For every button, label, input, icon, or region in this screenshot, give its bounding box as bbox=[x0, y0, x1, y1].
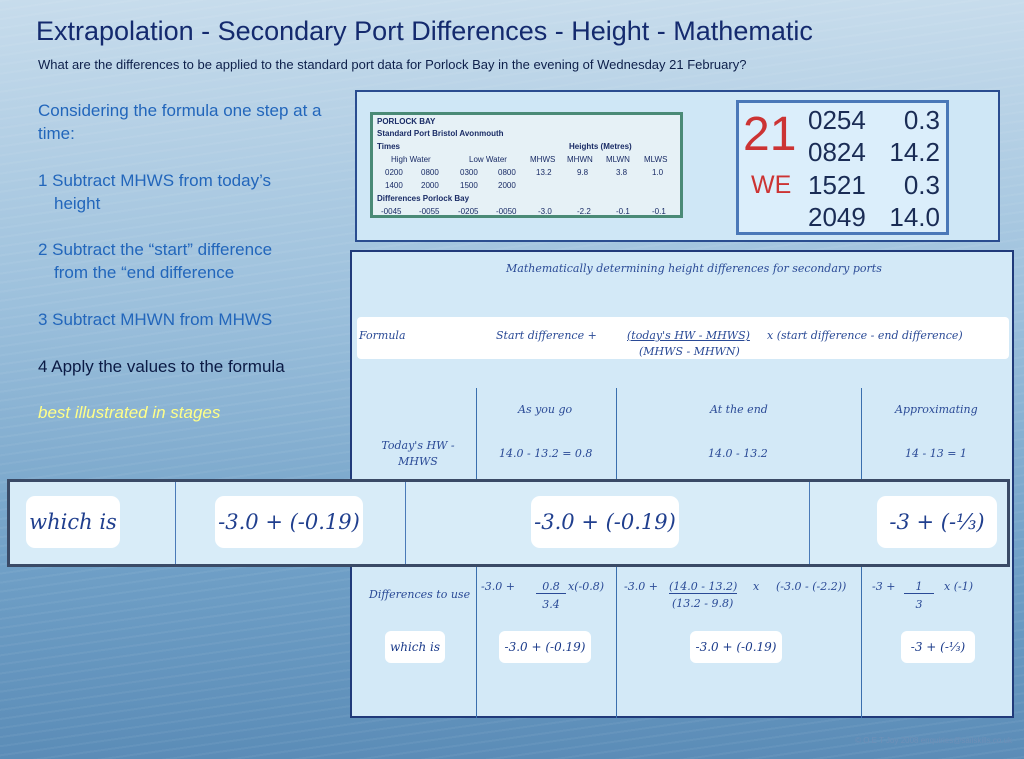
table-cell: -2.2 bbox=[577, 207, 591, 216]
calc-denominator: 3.4 bbox=[542, 598, 560, 611]
table-cell: 3.8 bbox=[616, 168, 628, 177]
calc-term: -3.0 + bbox=[481, 580, 515, 593]
row-label-todays-hw: Today's HW - MHWS bbox=[381, 439, 455, 468]
table-cell: -0.1 bbox=[616, 207, 630, 216]
formula-label: Formula bbox=[359, 329, 406, 342]
table-cell: 1500 bbox=[460, 181, 478, 190]
banner-value: -3.0 + (-0.19) bbox=[531, 496, 679, 548]
calc-term: (-3.0 - (-2.2)) bbox=[776, 580, 847, 593]
row-value: 14.0 - 13.2 bbox=[708, 447, 768, 460]
calc-numerator: (14.0 - 13.2) bbox=[669, 580, 738, 593]
table-cell: 13.2 bbox=[536, 168, 552, 177]
table-cell: 1.0 bbox=[652, 168, 664, 177]
formula-numerator: (today's HW - MHWS) bbox=[627, 329, 750, 342]
result-value: -3 + (-⅓) bbox=[901, 631, 975, 663]
calc-term: x(-0.8) bbox=[568, 580, 604, 593]
question-text: What are the differences to be applied to the standard port data for Porlock Bay in the evening of Wednesday 21 February? bbox=[38, 57, 747, 72]
band-divider bbox=[405, 482, 406, 564]
formula-tail: x (start difference - end difference) bbox=[767, 329, 963, 342]
banner-value: -3.0 + (-0.19) bbox=[215, 496, 363, 548]
tide-height: 0.3 bbox=[903, 105, 940, 135]
banner-value: -3 + (-⅓) bbox=[877, 496, 997, 548]
table-cell: 0200 bbox=[385, 168, 403, 177]
tide-height: 0.3 bbox=[903, 170, 940, 200]
table-mlwn-label: MLWN bbox=[606, 155, 630, 164]
table-lw-label: Low Water bbox=[469, 155, 507, 164]
tide-date-box bbox=[736, 100, 949, 235]
table-mlws-label: MLWS bbox=[644, 155, 668, 164]
table-cell: -0045 bbox=[381, 207, 402, 216]
result-value: -3.0 + (-0.19) bbox=[499, 631, 591, 663]
tide-time: 2049 bbox=[808, 202, 866, 232]
calc-numerator: 0.8 bbox=[536, 580, 566, 594]
table-mhwn-label: MHWN bbox=[567, 155, 593, 164]
row-label-differences: Differences to use bbox=[369, 588, 471, 601]
step-3: 3 Subtract MHWN from MHWS bbox=[38, 310, 273, 329]
band-divider bbox=[809, 482, 810, 564]
tide-time: 1521 bbox=[808, 170, 866, 200]
table-port: PORLOCK BAY bbox=[377, 117, 436, 126]
date-number: 21 bbox=[743, 108, 797, 161]
result-value: -3.0 + (-0.19) bbox=[690, 631, 782, 663]
table-cell: -0050 bbox=[496, 207, 517, 216]
banner-which-is: which is bbox=[26, 496, 120, 548]
calc-numerator: 1 bbox=[904, 580, 934, 594]
formula-start: Start difference + bbox=[496, 329, 597, 342]
step-2-line-2: from the “end difference bbox=[54, 263, 235, 282]
stages-note: best illustrated in stages bbox=[38, 403, 221, 422]
column-header-approximating: Approximating bbox=[895, 403, 978, 416]
step-1-line-1: 1 Subtract MHWS from today’s bbox=[38, 171, 272, 190]
which-is-banner bbox=[7, 479, 1010, 567]
step-1-line-2: height bbox=[54, 194, 101, 213]
calc-term: -3 + bbox=[872, 580, 896, 593]
table-hw-label: High Water bbox=[391, 155, 431, 164]
date-weekday: WE bbox=[751, 171, 792, 199]
table-cell: 0800 bbox=[498, 168, 516, 177]
table-standard-port: Standard Port Bristol Avonmouth bbox=[377, 129, 504, 138]
steps-intro: Considering the formula one step at a time: bbox=[38, 101, 322, 143]
which-is-label: which is bbox=[385, 631, 445, 663]
tide-table bbox=[370, 112, 683, 218]
table-cell: 1400 bbox=[385, 181, 403, 190]
band-divider bbox=[175, 482, 176, 564]
tide-height: 14.0 bbox=[889, 202, 940, 232]
calc-denominator: (13.2 - 9.8) bbox=[672, 597, 734, 610]
table-cell: 2000 bbox=[421, 181, 439, 190]
table-cell: -0205 bbox=[458, 207, 479, 216]
tide-height: 14.2 bbox=[889, 137, 940, 167]
table-cell: 0300 bbox=[460, 168, 478, 177]
column-header-at-the-end: At the end bbox=[710, 403, 768, 416]
row-value: 14 - 13 = 1 bbox=[905, 447, 967, 460]
tide-time: 0254 bbox=[808, 105, 866, 135]
table-cell: -0055 bbox=[419, 207, 440, 216]
row-value: 14.0 - 13.2 = 0.8 bbox=[499, 447, 593, 460]
table-cell: 9.8 bbox=[577, 168, 589, 177]
calc-term: x (-1) bbox=[944, 580, 973, 593]
table-heights-label: Heights (Metres) bbox=[569, 142, 632, 151]
table-times-label: Times bbox=[377, 142, 400, 151]
table-cell: -0.1 bbox=[652, 207, 666, 216]
table-cell: 0800 bbox=[421, 168, 439, 177]
table-cell: -3.0 bbox=[538, 207, 552, 216]
table-mhws-label: MHWS bbox=[530, 155, 556, 164]
calc-term: -3.0 + bbox=[624, 580, 658, 593]
table-differences-label: Differences Porlock Bay bbox=[377, 194, 470, 203]
step-4: 4 Apply the values to the formula bbox=[38, 357, 285, 376]
page-title: Extrapolation - Secondary Port Differences - Height - Mathematic bbox=[36, 16, 813, 46]
step-2-line-1: 2 Subtract the “start” difference bbox=[38, 240, 273, 259]
column-header-as-you-go: As you go bbox=[518, 403, 573, 416]
table-cell: 2000 bbox=[498, 181, 516, 190]
copyright-notice: © O E T Joy 2008 enquiries@sailskills.co.uk bbox=[855, 736, 1012, 745]
calc-denominator: 3 bbox=[915, 598, 923, 611]
calc-term: x bbox=[753, 580, 760, 593]
panel-heading: Mathematically determining height differences for secondary ports bbox=[506, 262, 882, 275]
formula-denominator: (MHWS - MHWN) bbox=[639, 345, 740, 358]
tide-time: 0824 bbox=[808, 137, 866, 167]
